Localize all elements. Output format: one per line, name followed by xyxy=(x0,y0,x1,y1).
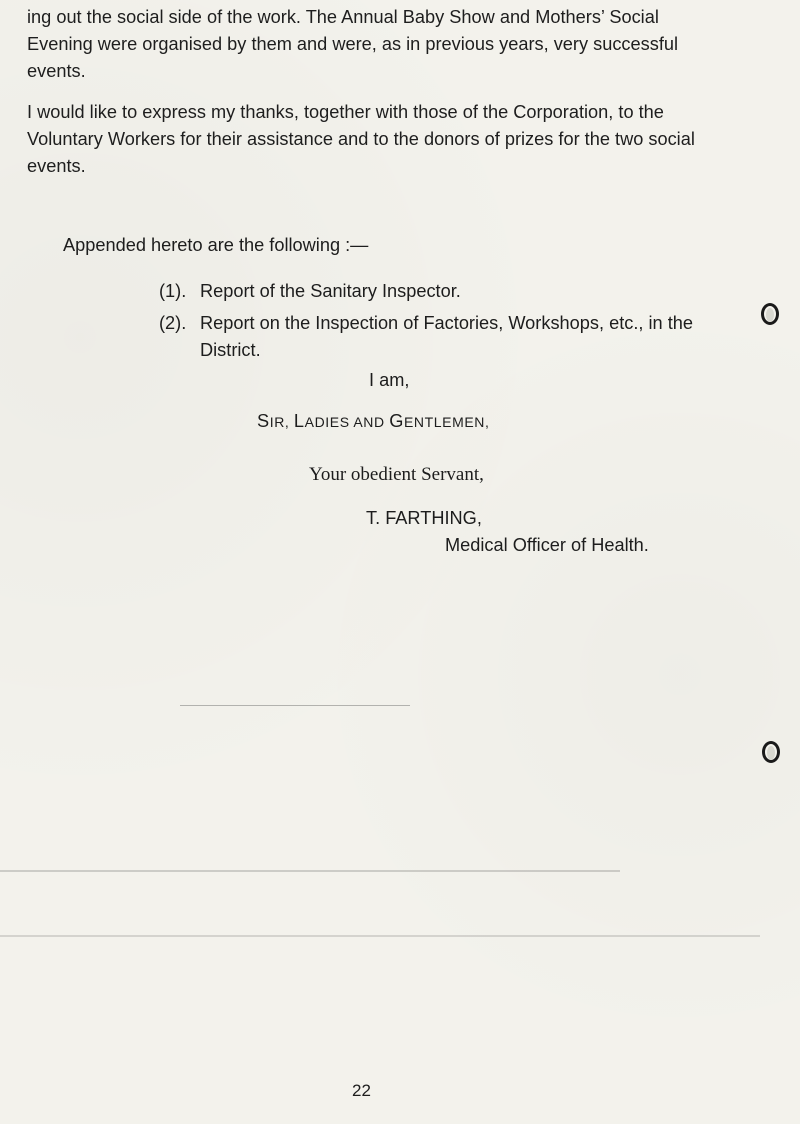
show-through-line xyxy=(0,870,620,872)
signatory-title: Medical Officer of Health. xyxy=(445,535,649,555)
show-through-line xyxy=(0,935,760,937)
paragraph-thanks: I would like to express my thanks, together with those of the Corporation, to the Voluntary Workers for their assistance and to the donors of prizes for the two social events. xyxy=(27,102,695,176)
paragraph-continuation: ing out the social side of the work. The Annual Baby Show and Mothers’ Social Evening were organised by them and were, as in previous years, very successful events. xyxy=(27,7,679,81)
salutation-part: ADIES AND xyxy=(304,414,390,430)
closing-servant: Your obedient Servant, xyxy=(309,464,484,485)
closing-i-am: I am, xyxy=(369,370,410,390)
page-number: 22 xyxy=(352,1081,371,1100)
item-number: (2). xyxy=(159,313,187,333)
signatory-name: T. FARTHING, xyxy=(366,508,482,528)
appended-intro: Appended hereto are the following :— xyxy=(63,235,369,255)
salutation-part: IR, xyxy=(269,414,294,430)
appended-item-2 xyxy=(159,310,719,364)
binding-hole-icon xyxy=(761,303,779,325)
faint-rule xyxy=(180,705,410,706)
salutation-part: G xyxy=(389,411,404,431)
closing-salutation xyxy=(257,408,490,436)
salutation-part: ENTLEMEN, xyxy=(403,414,490,430)
salutation-part: S xyxy=(257,411,270,431)
salutation-part: L xyxy=(293,411,305,431)
item-text: Report of the Sanitary Inspector. xyxy=(200,281,461,301)
item-number: (1). xyxy=(159,281,187,301)
appended-item-1 xyxy=(159,278,719,305)
binding-hole-icon xyxy=(762,741,780,763)
item-text: Report on the Inspection of Factories, Workshops, etc., in the District. xyxy=(200,313,693,360)
